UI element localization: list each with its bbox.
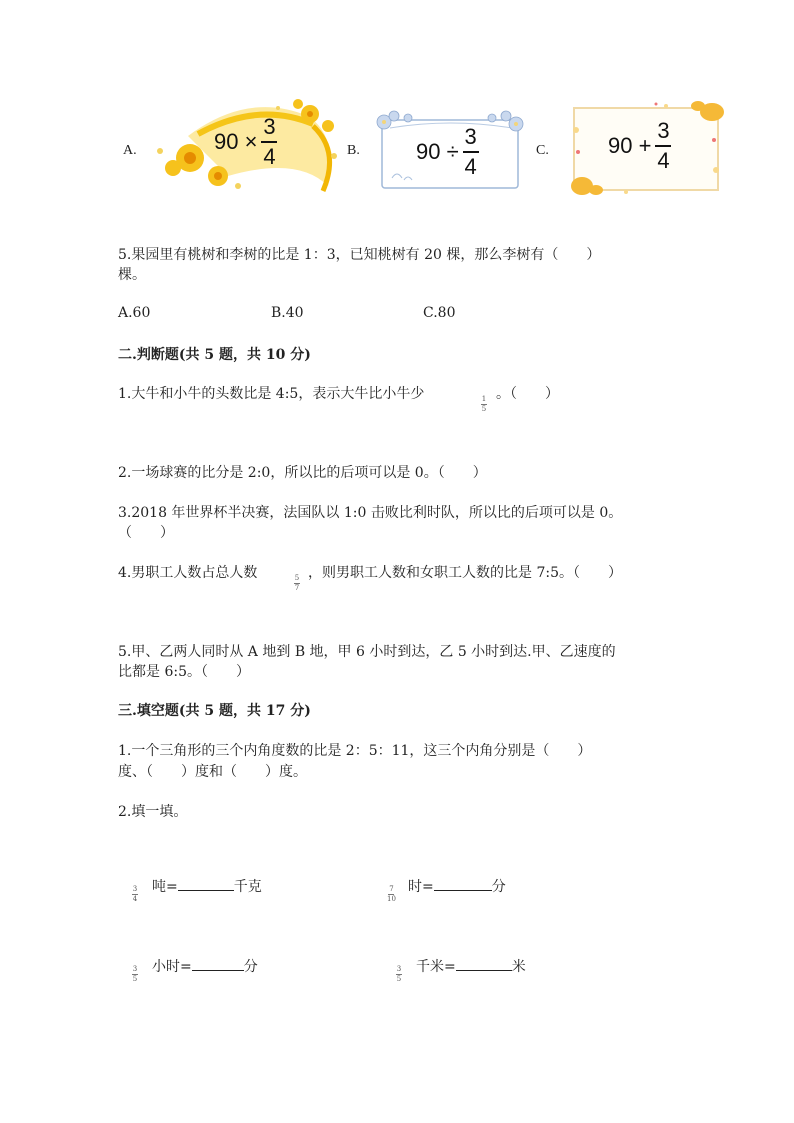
denominator: 5 [396, 975, 402, 983]
s2-q4-fraction [294, 575, 300, 592]
numerator: 3 [657, 118, 670, 143]
section2-title: 二.判断题(共 5 题，共 10 分) [118, 347, 311, 363]
fill1-fraction [132, 886, 138, 903]
expr-text: 90 + [608, 133, 652, 158]
option-b-letter: B. [347, 143, 360, 158]
unit-label: 吨= [152, 879, 178, 895]
denominator: 4 [464, 154, 477, 179]
expr-text: 90 × [214, 129, 258, 154]
unit-label: 分 [243, 959, 258, 975]
option-a-expression [214, 116, 277, 168]
expr-text: 90 ÷ [416, 139, 459, 164]
fraction [463, 126, 479, 178]
numerator: 3 [464, 124, 477, 149]
s2-q1-text: 1.大牛和小牛的头数比是 4:5，表示大牛比小牛少 [118, 386, 425, 402]
answer-blank[interactable] [456, 956, 512, 971]
fraction [655, 120, 671, 172]
unit-label: 千米= [416, 959, 456, 975]
unit-label: 千克 [233, 879, 262, 895]
numerator: 5 [294, 574, 300, 582]
numerator: 3 [396, 965, 402, 973]
numerator: 3 [132, 885, 138, 893]
unit-label: 分 [491, 879, 506, 895]
option-c-expression [608, 120, 671, 172]
fill3 [152, 956, 258, 976]
q5-option-b[interactable]: B.40 [271, 305, 304, 321]
denominator: 4 [263, 144, 276, 169]
denominator: 10 [387, 895, 396, 903]
answer-blank[interactable] [192, 956, 244, 971]
q5-option-a[interactable]: A.60 [118, 305, 151, 321]
fill4 [416, 956, 526, 976]
option-a-letter: A. [123, 143, 137, 158]
unit-label: 米 [511, 959, 526, 975]
option-b-card[interactable] [372, 108, 528, 194]
option-b-expression [416, 126, 479, 178]
option-a-card[interactable] [148, 96, 344, 196]
s3-q1-line2: 度、（ ）度和（ ）度。 [118, 764, 307, 780]
numerator: 3 [263, 114, 276, 139]
unit-label: 小时= [152, 959, 192, 975]
fill4-fraction [396, 966, 402, 983]
fill2-fraction [387, 886, 396, 903]
s2-q2: 2.一场球赛的比分是 2:0，所以比的后项可以是 0。（ ） [118, 465, 487, 481]
s2-q5-line2: 比都是 6:5。（ ） [118, 664, 250, 680]
s3-q1-line1: 1.一个三角形的三个内角度数的比是 2：5：11，这三个内角分别是（ ） [118, 743, 592, 759]
s2-q4-answer: ，则男职工人数和女职工人数的比是 7:5。（ ） [308, 565, 622, 581]
denominator: 7 [294, 584, 300, 592]
numerator: 1 [481, 395, 487, 403]
answer-blank[interactable] [178, 876, 234, 891]
s2-q4-text: 4.男职工人数占总人数 [118, 565, 258, 581]
unit-label: 时= [408, 879, 434, 895]
s2-q3-line2: （ ） [118, 525, 174, 541]
denominator: 4 [132, 895, 138, 903]
answer-blank[interactable] [434, 876, 492, 891]
s2-q1-answer: 。（ ） [496, 386, 559, 402]
section3-title: 三.填空题(共 5 题，共 17 分) [118, 703, 311, 719]
q5-line1: 5.果园里有桃树和李树的比是 1：3，已知桃树有 20 棵，那么李树有（ ） [118, 247, 601, 263]
fraction [261, 116, 277, 168]
fill2 [408, 876, 506, 896]
option-c-letter: C. [536, 143, 549, 158]
q5-line2: 棵。 [118, 267, 146, 283]
numerator: 7 [389, 885, 394, 893]
fill3-fraction [132, 966, 138, 983]
s2-q1-fraction [481, 396, 487, 413]
s2-q5-line1: 5.甲、乙两人同时从 A 地到 B 地，甲 6 小时到达，乙 5 小时到达.甲、乙速度的 [118, 644, 616, 660]
denominator: 5 [132, 975, 138, 983]
q5-option-c[interactable]: C.80 [423, 305, 456, 321]
denominator: 4 [657, 148, 670, 173]
numerator: 3 [132, 965, 138, 973]
s2-q3-line1: 3.2018 年世界杯半决赛，法国队以 1:0 击败比利时队，所以比的后项可以是 0。 [118, 505, 623, 521]
s3-q2: 2.填一填。 [118, 804, 188, 820]
option-c-card[interactable] [566, 100, 726, 198]
denominator: 5 [481, 405, 487, 413]
fill1 [152, 876, 262, 896]
